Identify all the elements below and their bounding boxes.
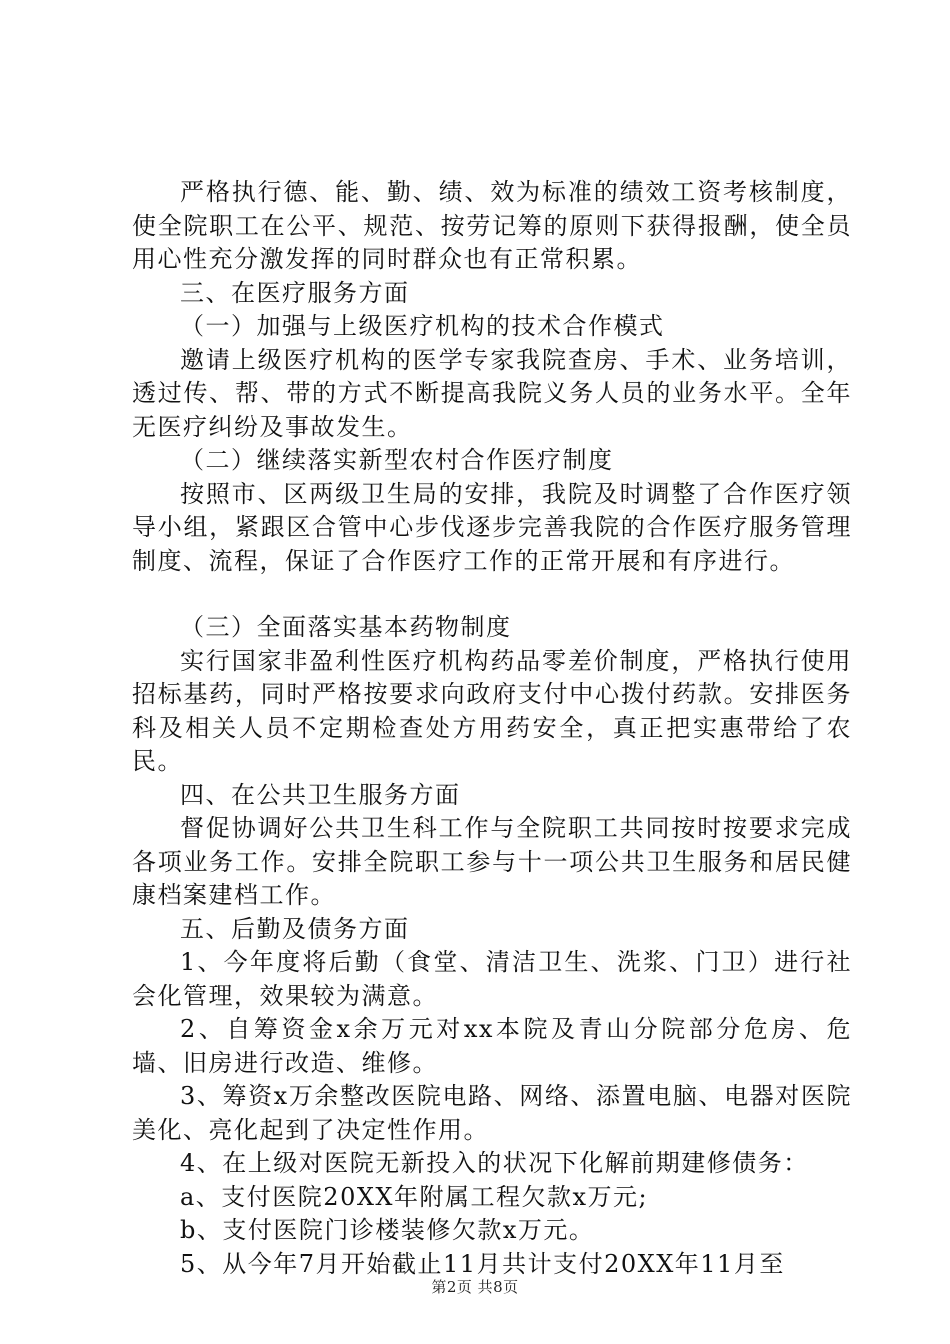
paragraph-public-health-work: 督促协调好公共卫生科工作与全院职工共同按时按要求完成各项业务工作。安排全院职工参与十一项公共卫生服务和居民健康档案建档工作。 — [132, 814, 852, 909]
page-number-footer: 第2页 共8页 — [431, 1278, 519, 1296]
list-item-payment: 5、从今年7月开始截止11月共计支付20XX年11月至 — [180, 1249, 785, 1278]
list-item-electrical: 3、筹资x万余整改医院电路、网络、添置电脑、电器对医院美化、亮化起到了决定性作用。 — [132, 1082, 852, 1144]
subheading-cooperation-mode: （一）加强与上级医疗机构的技术合作模式 — [180, 312, 665, 340]
document-body — [132, 176, 852, 1281]
paragraph-zero-markup: 实行国家非盈利性医疗机构药品零差价制度，严格执行使用招标基药，同时严格按要求向政府支付中心拨付药款。安排医务科及相关人员不定期检查处方用药安全，真正把实惠带给了农民。 — [132, 646, 852, 775]
subheading-rural-cooperative: （二）继续落实新型农村合作医疗制度 — [180, 446, 614, 474]
list-item-renovation: 2、自筹资金x余万元对xx本院及青山分院部分危房、危墙、旧房进行改造、维修。 — [132, 1015, 852, 1077]
paragraph-expert-invitation: 邀请上级医疗机构的医学专家我院查房、手术、业务培训，透过传、帮、带的方式不断提高我院义务人员的业务水平。全年无医疗纠纷及事故发生。 — [132, 345, 852, 441]
subheading-essential-drugs: （三）全面落实基本药物制度 — [180, 613, 512, 641]
heading-logistics-debt: 五、后勤及债务方面 — [180, 914, 410, 943]
paragraph-salary-system: 严格执行德、能、勤、绩、效为标准的绩效工资考核制度，使全院职工在公平、规范、按劳记筹的原则下获得报酬，使全员用心性充分激发挥的同时群众也有正常积累。 — [132, 178, 852, 273]
heading-public-health: 四、在公共卫生服务方面 — [180, 780, 461, 809]
list-item-logistics: 1、今年度将后勤（食堂、清洁卫生、洗浆、门卫）进行社会化管理，效果较为满意。 — [132, 948, 852, 1010]
list-item-debt-b: b、支付医院门诊楼装修欠款x万元。 — [180, 1216, 595, 1244]
list-item-debt-a: a、支付医院20XX年附属工程欠款x万元; — [180, 1182, 649, 1211]
list-item-debt: 4、在上级对医院无新投入的状况下化解前期建修债务： — [180, 1149, 809, 1177]
paragraph-cooperative-management: 按照市、区两级卫生局的安排，我院及时调整了合作医疗领导小组，紧跟区合管中心步伐逐步完善我院的合作医疗服务管理制度、流程，保证了合作医疗工作的正常开展和有序进行。 — [132, 479, 852, 575]
heading-medical-service: 三、在医疗服务方面 — [180, 278, 410, 307]
paragraph-spacer — [132, 578, 852, 611]
